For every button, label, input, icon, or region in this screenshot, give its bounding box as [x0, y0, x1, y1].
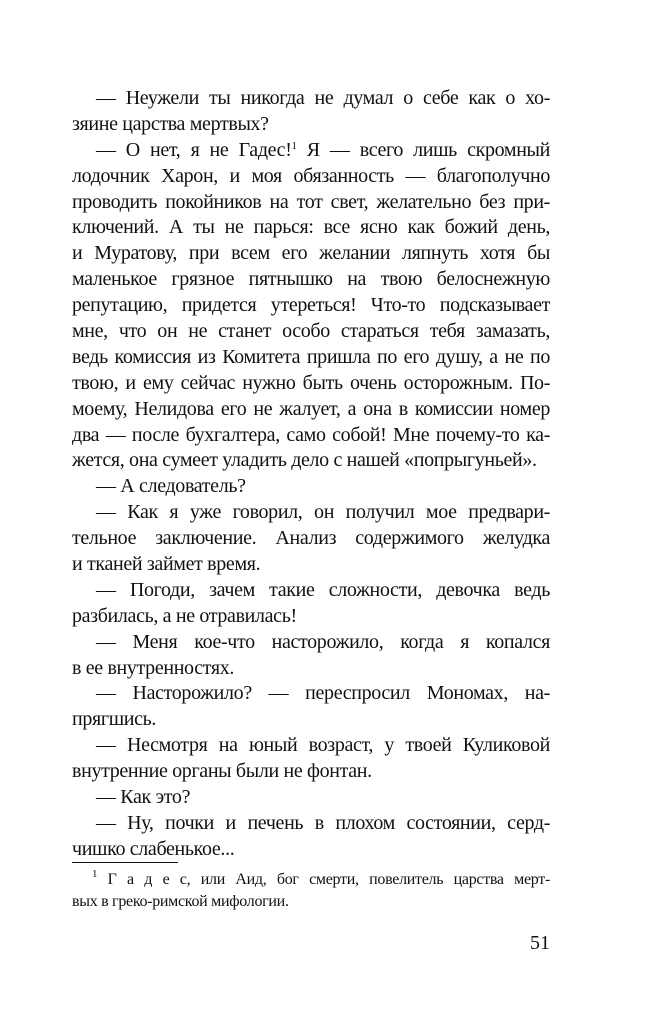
text-line [72, 86, 550, 112]
book-page-body [72, 86, 550, 863]
text-line [72, 138, 550, 164]
footnote-term: Г а д е с [107, 871, 187, 888]
text-line [72, 190, 550, 216]
text-line [72, 837, 550, 863]
text-segment: Я — всего лишь скромный [296, 138, 550, 161]
text-segment: зяине царства мертвых? [72, 112, 269, 135]
footnote-marker: 1 [92, 868, 98, 880]
text-segment: лодочник Харон, и моя обязанность — благополучно [72, 164, 550, 187]
text-line [72, 293, 550, 319]
text-line [72, 707, 550, 733]
text-line [72, 811, 550, 837]
text-line [72, 474, 550, 500]
text-line [72, 785, 550, 811]
text-line [72, 759, 550, 785]
text-segment: — Насторожило? — переспросил Мономах, на- [96, 682, 550, 705]
footnote-line: вых в греко-римской мифологии. [72, 893, 289, 910]
text-line [72, 656, 550, 682]
text-line [72, 112, 550, 138]
text-line [72, 733, 550, 759]
text-segment: мне, что он не станет особо стараться тебя замазать, [72, 320, 550, 343]
text-segment: — Несмотря на юный возраст, у твоей Куликовой [96, 734, 550, 757]
text-line [72, 267, 550, 293]
text-line [72, 500, 550, 526]
text-segment: репутацию, придется утереться! Что-то подсказывает [72, 294, 550, 317]
footnote-reference: 1 [291, 139, 297, 152]
text-segment: прягшись. [72, 708, 157, 731]
text-line [72, 423, 550, 449]
text-segment: жется, она сумеет уладить дело с нашей «попрыгуньей». [72, 449, 537, 472]
text-segment: моему, Нелидова его не жалует, а она в комиссии номер [72, 397, 550, 420]
text-segment: проводить покойников на тот свет, желательно без при- [72, 190, 550, 213]
text-segment: — Как я уже говорил, он получил мое предвари- [96, 501, 550, 524]
text-line [72, 630, 550, 656]
text-segment: разбилась, а не отравилась! [72, 604, 297, 627]
text-segment: — Меня кое-что насторожило, когда я копался [96, 630, 550, 653]
text-segment: — Ну, почки и печень в плохом состоянии, серд- [96, 811, 550, 834]
footnote [72, 869, 550, 913]
text-segment: ведь комиссия из Комитета пришла по его душу, а не по [72, 345, 550, 368]
text-line [72, 345, 550, 371]
text-segment: — А следователь? [96, 475, 246, 498]
text-line [72, 241, 550, 267]
text-segment: — О нет, я не Гадес! [96, 138, 292, 161]
text-segment: — Погоди, зачем такие сложности, девочка ведь [96, 578, 550, 601]
text-segment: — Неужели ты никогда не думал о себе как о хо- [96, 87, 550, 109]
footnote-text: , или Аид, бог смерти, повелитель царства мерт- [186, 871, 551, 888]
text-segment: внутренние органы были не фонтан. [72, 760, 372, 783]
text-segment: маленькое грязное пятнышко на твою белоснежную [72, 268, 550, 291]
text-segment: и тканей займет время. [72, 553, 261, 576]
text-segment: ключений. А ты не парься: все ясно как божий день, [72, 216, 550, 239]
text-line [72, 215, 550, 241]
text-segment: в ее внутренностях. [72, 656, 235, 679]
text-line [72, 164, 550, 190]
text-line [72, 526, 550, 552]
text-segment: и Муратову, при всем его желании ляпнуть хотя бы [72, 242, 550, 265]
text-segment: два — после бухгалтера, само собой! Мне почему-то ка- [72, 423, 550, 446]
text-segment: тельное заключение. Анализ содержимого желудка [72, 527, 550, 550]
text-line [72, 578, 550, 604]
text-line [72, 681, 550, 707]
text-line [72, 448, 550, 474]
text-line [72, 397, 550, 423]
text-line [72, 371, 550, 397]
footnote-line [72, 869, 550, 891]
text-segment: — Как это? [96, 786, 191, 809]
text-line [72, 552, 550, 578]
text-line [72, 604, 550, 630]
text-line [72, 319, 550, 345]
page-number: 51 [530, 932, 550, 954]
text-segment: твою, и ему сейчас нужно быть очень осторожным. По- [72, 371, 550, 394]
text-segment: чишко слабенькое... [72, 837, 235, 860]
footnote-divider [72, 862, 178, 863]
